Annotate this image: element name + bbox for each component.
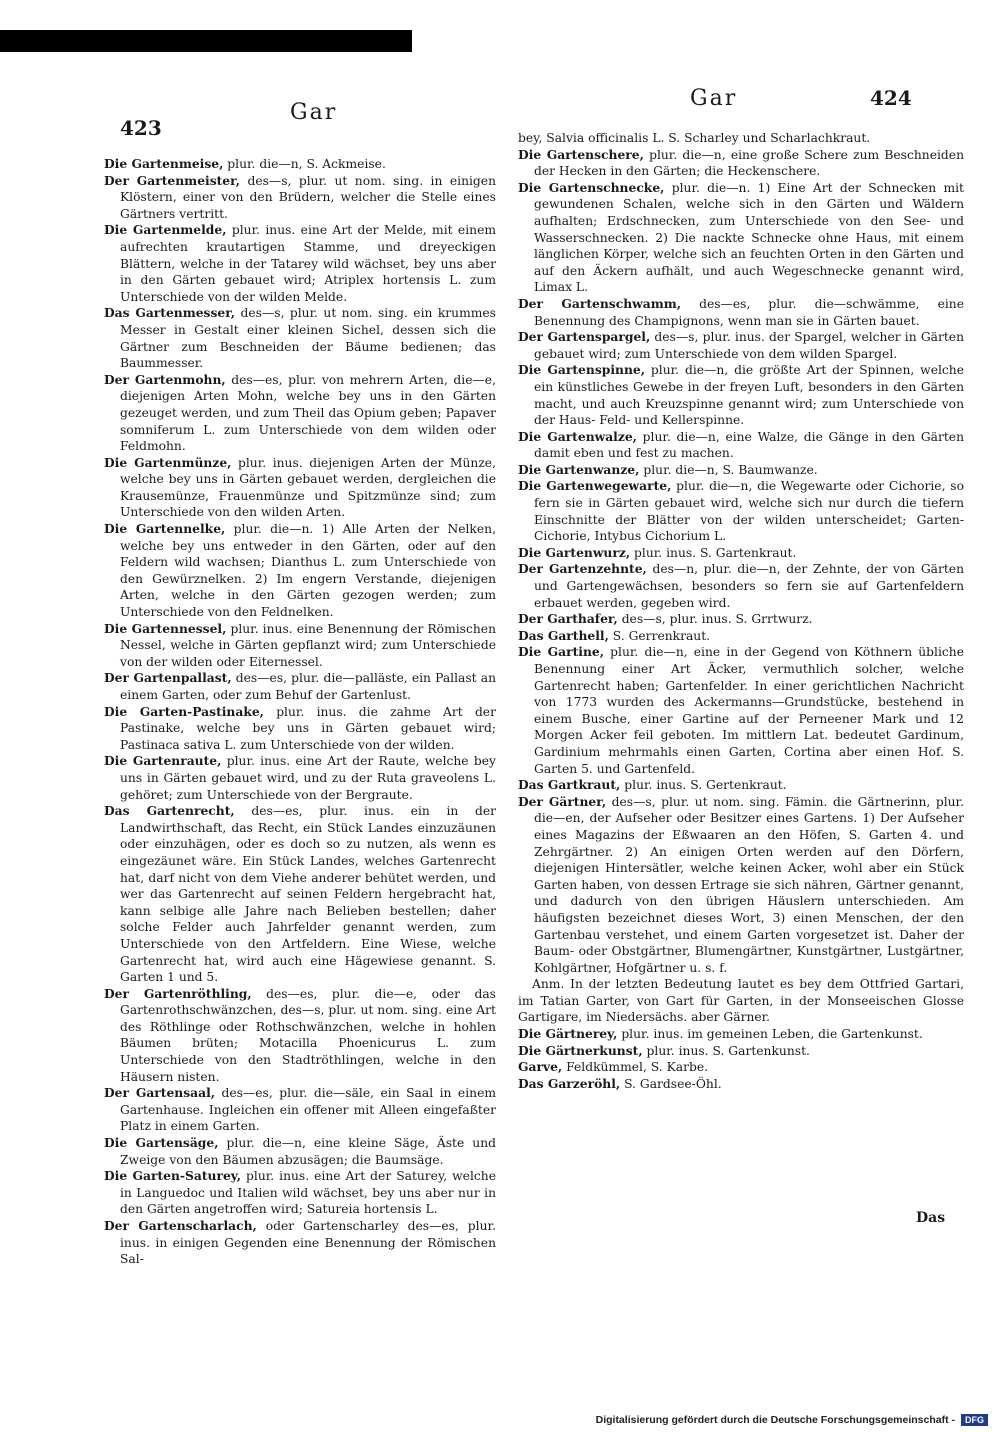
dictionary-entry bbox=[518, 478, 964, 544]
entry-text: des—s, plur. inus. der Spargel, welcher in Gärten gebauet wird; zum Unterschiede von dem wilden Spargel. bbox=[534, 330, 964, 361]
entry-text: Feldkümmel, S. Karbe. bbox=[566, 1060, 709, 1075]
dictionary-entry bbox=[518, 611, 964, 628]
left-running-head: Gar bbox=[290, 100, 338, 125]
dictionary-entry bbox=[518, 130, 964, 147]
dictionary-entry bbox=[104, 521, 496, 621]
dictionary-entry bbox=[104, 753, 496, 803]
entry-text: des—es, plur. von mehrern Arten, die—e, diejenigen Arten Mohn, welche bey uns in den Gärten gezeuget werden, und zum Theil das Opium geben; Papaver somniferum L. zum Unterschiede von dem wilden oder Feldmohn. bbox=[120, 372, 496, 454]
entry-text: plur. inus. S. Gartenkraut. bbox=[634, 545, 797, 560]
dictionary-entry bbox=[104, 1168, 496, 1218]
entry-headword: Der Gartenröthling, bbox=[104, 985, 252, 1001]
entry-headword: Die Gartenwalze, bbox=[518, 428, 637, 444]
entry-text: plur. die—n, die größte Art der Spinnen, welche ein künstliches Gewebe in der freyen Luft, besonders in den Gärten macht, und auch Kreuzspinne genannt wird; zum Unterschiede von der Haus- Feld- und Kellerspinne. bbox=[534, 363, 964, 428]
entry-headword: Der Gartenzehnte, bbox=[518, 561, 647, 577]
entry-headword: Die Gärtnerkunst, bbox=[518, 1042, 643, 1058]
dictionary-entry bbox=[518, 777, 964, 794]
entry-text: des—s, plur. ut nom. sing. ein krummes Messer in Gestalt einer kleinen Sichel, dessen sich die Gärtner zum Beschneiden der Bäume bedienen; das Baummesser. bbox=[120, 306, 496, 371]
entry-headword: Der Gartenspargel, bbox=[518, 329, 651, 345]
entry-headword: Das Gartenrecht, bbox=[104, 803, 235, 819]
entry-text: plur. inus. die zahme Art der Pastinake, welche bey uns in Gärten gebauet wird; Pastinaca sativa L. zum Unterschiede von der wilden. bbox=[120, 704, 496, 752]
entry-text: plur. inus. diejenigen Arten der Münze, welche bey uns in Gärten gebauet werden, dergleichen die Krausemünze, Frauenmünze und Spitzmünze sind; zum Unterschiede von den wilden Arten. bbox=[120, 455, 496, 520]
dictionary-entry bbox=[518, 180, 964, 296]
right-running-head: Gar bbox=[690, 86, 738, 111]
left-column bbox=[104, 156, 496, 1268]
scan-edge-bar bbox=[0, 30, 412, 52]
entry-headword: Die Gartenwurz, bbox=[518, 544, 631, 560]
credit-text: Digitalisierung gefördert durch die Deutsche Forschungsgemeinschaft - bbox=[595, 1414, 955, 1426]
dictionary-entry bbox=[104, 1218, 496, 1268]
entry-text: plur. inus. S. Gertenkraut. bbox=[624, 778, 787, 793]
entry-text: des—es, plur. die—schwämme, eine Benennung des Champignons, wenn man sie in Gärten bauet. bbox=[534, 296, 964, 328]
entry-headword: Das Garthell, bbox=[518, 627, 609, 643]
entry-text: plur. die—n, eine kleine Säge, Äste und Zweige von den Bäumen abzusägen; die Baumsäge. bbox=[120, 1136, 496, 1167]
entry-text: des—s, plur. ut nom. sing. Fämin. die Gärtnerinn, plur. die—en, der Aufseher oder Besitzer eines Gartens. 1) Der Aufseher eines Magazins der Eßwaaren an den Höfen, S. Garten 4. und Zehrgärtner. 2) An einigen Orten werden auf den Dörfern, diejenigen Hintersätler, welche keinen Acker, wohl aber ein Stück Garten haben, von dessen Ertrage sie sich nähren, Gärtner genannt, und dadurch von den übrigen Häuslern unterschieden. Am häufigsten bezeichnet dieses Wort, 3) einen Menschen, der den Gartenbau verstehet, und einem Garten vorgesetzet ist. Daher der Baum- oder Obstgärtner, Blumengärtner, Kunstgärtner, Lustgärtner, Kohlgärtner, Hofgärtner u. s. f. bbox=[534, 794, 964, 975]
entry-headword: Die Gartine, bbox=[518, 644, 605, 660]
entry-text: plur. die—n, eine in der Gegend von Köthnern übliche Benennung einer Art Äcker, vermuthlich solcher, welche Gartenrecht haben; Gartenfelder. In einer gerichtlichen Nachricht von 1773 wurden des Ackermanns—Grundstücke, bestehend in einem Busche, einer Gartine auf der Perneener Mark und 12 Morgen Acker feil geboten. Im mittlern Lat. bedeutet Gardinum, Gardinium mehrmahls einen Garten, Cortina aber einen Hof. S. Garten 5. und Gartenfeld. bbox=[534, 645, 964, 776]
entry-text: Anm. In der letzten Bedeutung lautet es bey dem Ottfried Gartari, im Tatian Garter, von Gart für Garten, in der Monseeischen Glosse Gartigare, im Niedersächs. aber Gärner. bbox=[518, 977, 964, 1025]
dictionary-entry bbox=[518, 362, 964, 428]
entry-text: plur. die—n. 1) Eine Art der Schnecken mit gewundenen Schalen, welche sich in den Gärten und Wäldern aufhalten; Erdschnecken, zum Unterschiede von den See- und Wasserschnecken. 2) Die nackte Schnecke ohne Haus, mit einem länglichen Körper, welche sich an feuchten Orten in den Gärten und auf den Äckern aufhält, und auch Wegeschnecke genannt wird, Limax L. bbox=[534, 180, 964, 295]
dictionary-entry bbox=[518, 644, 964, 777]
right-page-number: 424 bbox=[870, 86, 912, 110]
entry-text: plur. inus. eine Benennung der Römischen Nessel, welche in Gärten gepflanzt wird; zum Unterschiede von der wilden oder Eiternessel. bbox=[120, 621, 496, 669]
entry-headword: Der Gartenmohn, bbox=[104, 371, 226, 387]
dictionary-entry bbox=[104, 305, 496, 371]
entry-text: des—es, plur. die—säle, ein Saal in einem Gartenhause. Ingleichen ein offener mit Alleen eingefaßter Platz in einem Garten. bbox=[120, 1086, 497, 1134]
dictionary-entry bbox=[104, 803, 496, 986]
entry-text: plur. die—n. 1) Alle Arten der Nelken, welche bey uns entweder in den Gärten, oder auf den Feldern wild wachsen; Dianthus L. zum Unterschiede von den Gewürznelken. 2) Im engern Verstande, diejenigen Arten, welche in den Gärten gezogen werden; zum Unterschiede von den Feldnelken. bbox=[120, 522, 496, 620]
entry-text: des—es, plur. inus. ein in der Landwirthschaft, das Recht, ein Stück Landes einzuzäunen oder einzuhägen, oder es doch so zu nutzen, als wenn es eingezäunet wäre. Ein Stück Landes, welches Gartenrecht hat, darf nicht von dem Viehe anderer behütet werden, und wer das Gartenrecht auf seinen Feldern hergebracht hat, kann selbige alle Jahre nach Belieben bestellen; daher solche Felder auch Jahrfelder genannt werden, zum Unterschiede von den Artfeldern. Eine Wiese, welche Gartenrecht hat, wird auch eine Hägewiese genannt. S. Garten 1 und 5. bbox=[120, 804, 496, 985]
entry-text: plur. die—n, S. Baumwanze. bbox=[643, 462, 818, 477]
entry-headword: Die Gartenschere, bbox=[518, 146, 644, 162]
entry-headword: Das Garzeröhl, bbox=[518, 1075, 621, 1091]
entry-headword: Die Gartenwanze, bbox=[518, 461, 640, 477]
entry-text: S. Gardsee-Öhl. bbox=[624, 1076, 722, 1091]
dictionary-entry bbox=[518, 1076, 964, 1093]
entry-headword: Die Gartenmeise, bbox=[104, 156, 224, 171]
dictionary-entry bbox=[104, 1135, 496, 1168]
dictionary-entry bbox=[518, 1059, 964, 1076]
entry-text: des—es, plur. die—palläste, ein Pallast an einem Garten, oder zum Behuf der Gartenlust. bbox=[120, 671, 496, 702]
dictionary-entry bbox=[104, 704, 496, 754]
dictionary-entry bbox=[104, 1085, 496, 1135]
entry-headword: Der Gartenmeister, bbox=[104, 172, 240, 188]
dictionary-entry bbox=[104, 222, 496, 305]
entry-headword: Die Gartenschnecke, bbox=[518, 179, 665, 195]
entry-headword: Die Garten-Pastinake, bbox=[104, 703, 264, 719]
dictionary-entry bbox=[104, 173, 496, 223]
entry-text: plur. inus. S. Gartenkunst. bbox=[646, 1043, 810, 1058]
dictionary-entry bbox=[518, 296, 964, 329]
entry-headword: Die Gartenspinne, bbox=[518, 362, 646, 378]
entry-text: oder Gartenscharley des—es, plur. inus. in einigen Gegenden eine Benennung der Römischen Sal- bbox=[120, 1219, 496, 1267]
right-column bbox=[518, 130, 964, 1092]
dictionary-entry bbox=[518, 329, 964, 362]
entry-text: plur. die—n, die Wegewarte oder Cichorie, so fern sie in Gärten gebauet wird, welche sich nur durch die tiefern Einschnitte der Blätter von der wilden unterscheidet; Garten-Cichorie, Intybus Cichorium L. bbox=[534, 479, 964, 544]
entry-headword: Der Garthafer, bbox=[518, 611, 618, 627]
entry-headword: Der Gartenpallast, bbox=[104, 670, 232, 686]
entry-headword: Der Gartenscharlach, bbox=[104, 1218, 257, 1233]
dictionary-entry bbox=[104, 670, 496, 703]
dictionary-entry bbox=[104, 455, 496, 521]
dictionary-entry bbox=[518, 794, 964, 977]
left-page-number: 423 bbox=[120, 116, 162, 140]
entry-text: plur. inus. im gemeinen Leben, die Gartenkunst. bbox=[621, 1027, 923, 1042]
dictionary-entry bbox=[518, 976, 964, 1026]
entry-text: plur. inus. eine Art der Saturey, welche in Languedoc und Italien wild wächset, bey uns aber nur in den Gärten angetroffen wird; Satureia hortensis L. bbox=[120, 1169, 496, 1217]
dictionary-entry bbox=[518, 561, 964, 611]
dictionary-entry bbox=[518, 545, 964, 562]
entry-text: bey, Salvia officinalis L. S. Scharley und Scharlachkraut. bbox=[518, 131, 871, 145]
dfg-logo: DFG bbox=[961, 1414, 988, 1426]
entry-headword: Der Gartenschwamm, bbox=[518, 295, 682, 311]
dictionary-entry bbox=[518, 1043, 964, 1060]
dictionary-entry bbox=[518, 462, 964, 479]
entry-text: des—n, plur. die—n, der Zehnte, der von Gärten und Gartengewächsen, besonders so fern sie auf Gartenfeldern erbauet werden, gegeben wird. bbox=[534, 562, 964, 610]
dictionary-entry bbox=[518, 147, 964, 180]
entry-text: plur. inus. eine Art der Melde, mit einem aufrechten krautartigen Stamme, und dreyeckigen Blättern, welche in der Tatarey wild wächset, bey uns aber in den Gärten gebauet wird; Atriplex hortensis L. zum Unterschiede von der wilden Melde. bbox=[120, 223, 497, 304]
entry-headword: Die Gartensäge, bbox=[104, 1135, 219, 1151]
dictionary-entry bbox=[104, 986, 496, 1086]
catchword: Das bbox=[916, 1210, 946, 1226]
entry-text: des—es, plur. die—e, oder das Gartenrothschwänzchen, des—s, plur. ut nom. sing. eine Art des Röthlinge oder Rothschwänzchen, welche in hohlen Bäumen brüten; Motacilla Phoenicurus L. zum Unterschiede von den Stadtröthlingen, welche in den Häusern nisten. bbox=[120, 986, 496, 1084]
dictionary-entry bbox=[104, 372, 496, 455]
entry-headword: Die Gartennessel, bbox=[104, 620, 227, 636]
entry-headword: Garve, bbox=[518, 1059, 563, 1075]
digitization-credit bbox=[596, 1414, 988, 1426]
dictionary-entry bbox=[104, 156, 496, 173]
entry-headword: Der Gartensaal, bbox=[104, 1085, 216, 1101]
entry-text: plur. die—n, eine Walze, die Gänge in den Gärten damit eben und fest zu machen. bbox=[534, 429, 964, 461]
entry-headword: Die Gartenraute, bbox=[104, 753, 222, 769]
entry-headword: Die Gärtnerey, bbox=[518, 1026, 618, 1042]
entry-text: plur. die—n, S. Ackmeise. bbox=[227, 157, 386, 171]
entry-headword: Das Gartenmesser, bbox=[104, 305, 236, 321]
entry-text: S. Gerrenkraut. bbox=[612, 628, 711, 643]
dictionary-entry bbox=[104, 621, 496, 671]
entry-headword: Die Gartenwegewarte, bbox=[518, 478, 672, 494]
entry-headword: Die Gartennelke, bbox=[104, 521, 226, 537]
entry-text: des—s, plur. inus. S. Grrtwurz. bbox=[621, 612, 813, 627]
entry-headword: Der Gärtner, bbox=[518, 793, 607, 809]
entry-headword: Das Gartkraut, bbox=[518, 777, 621, 793]
entry-headword: Die Gartenmünze, bbox=[104, 454, 232, 470]
entry-text: des—s, plur. ut nom. sing. in einigen Klöstern, einer von den Brüdern, welcher die Stelle eines Gärtners vertritt. bbox=[120, 173, 496, 221]
entry-text: plur. inus. eine Art der Raute, welche bey uns in Gärten gebauet wird, und zu der Ruta graveolens L. gehöret; zum Unterschiede von der Bergraute. bbox=[120, 754, 496, 802]
dictionary-entry bbox=[518, 429, 964, 462]
dictionary-entry bbox=[518, 628, 964, 645]
dictionary-entry bbox=[518, 1026, 964, 1043]
entry-headword: Die Garten-Saturey, bbox=[104, 1168, 242, 1184]
entry-headword: Die Gartenmelde, bbox=[104, 222, 227, 238]
entry-text: plur. die—n, eine große Schere zum Beschneiden der Hecken in den Gärten; die Heckenschere. bbox=[534, 147, 964, 179]
